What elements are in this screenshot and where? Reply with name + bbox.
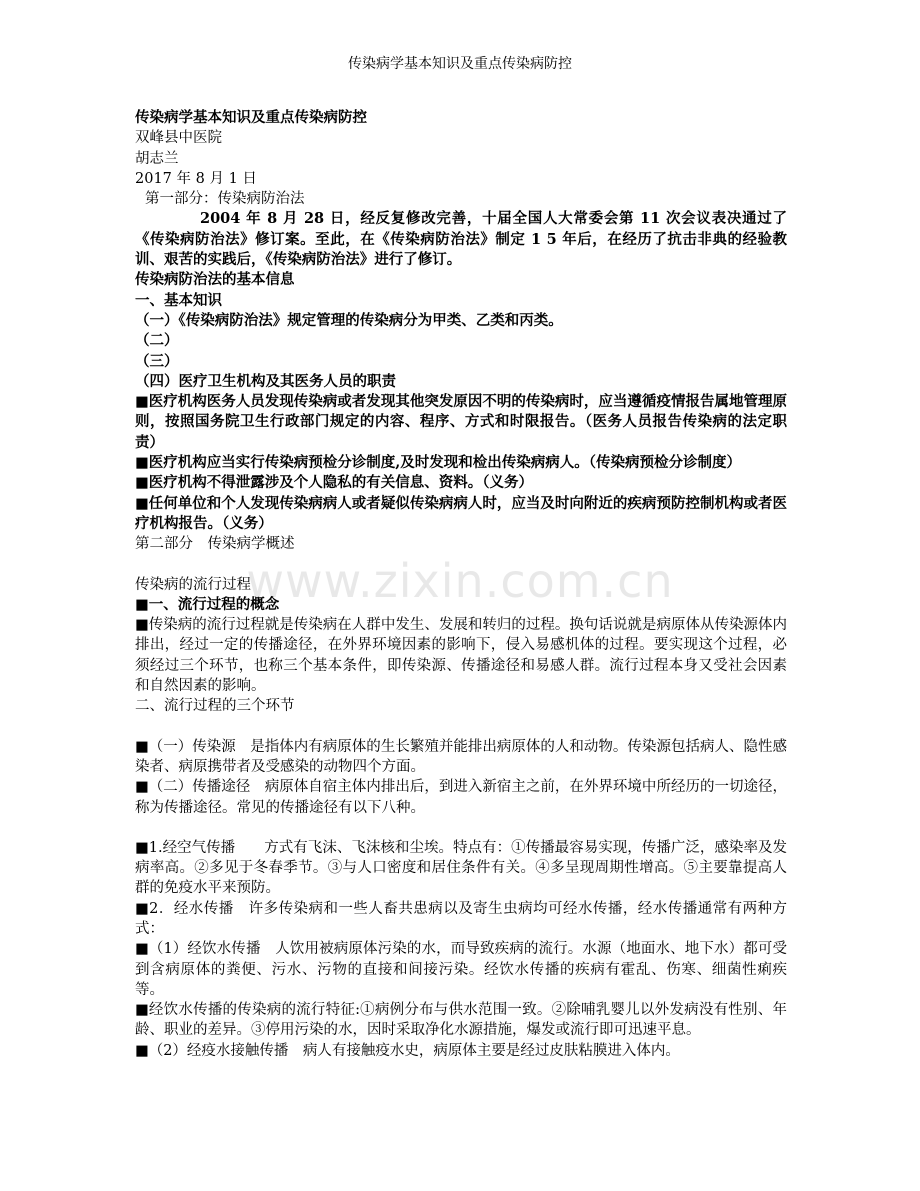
concept-paragraph: ■传染病的流行过程就是传染病在人群中发生、发展和转归的过程。换句话说就是病原体从传染源体内排出，经过一定的传播途径，在外界环境因素的影响下，侵入易感机体的过程。要实现这个过程，必须经过三个环节，也称三个基本条件，即传染源、传播途径和易感人群。流行过程本身又受社会因素和自然因素的影响。 [135, 617, 787, 695]
contact-paragraph: ■（2）经疫水接触传播 病人有接触疫水史，病原体主要是经过皮肤粘膜进入体内。 [135, 1042, 680, 1059]
list-item: （四）医疗卫生机构及其医务人员的职责 [135, 372, 396, 390]
date: 2017 年 8 月 1 日 [135, 170, 257, 187]
duty-paragraph: ■医疗机构不得泄露涉及个人隐私的有关信息、资料。（义务） [135, 474, 533, 492]
source-paragraph: ■（一）传染源 是指体内有病原体的生长繁殖并能排出病原体的人和动物。传染源包括病人、隐性感染者、病原携带者及受感染的动物四个方面。 [135, 738, 787, 775]
route-paragraph: ■（二）传播途径 病原体自宿主体内排出后，到进入新宿主之前，在外界环境中所经历的一切途径，称为传播途径。常见的传播途径有以下八种。 [135, 779, 787, 816]
spacer [135, 818, 787, 838]
duty-paragraph: ■医疗机构医务人员发现传染病或者发现其他突发原因不明的传染病时，应当遵循疫情报告属地管理原则，按照国务院卫生行政部门规定的内容、程序、方式和时限报告。（医务人员报告传染病的法定职责） [135, 393, 787, 451]
part2-heading: 第二部分 传染病学概述 [135, 536, 295, 553]
basic-info-heading: 传染病防治法的基本信息 [135, 271, 295, 289]
links-heading: 二、流行过程的三个环节 [135, 698, 295, 715]
running-header: 传染病学基本知识及重点传染病防控 [348, 56, 572, 72]
water-paragraph: ■2．经水传播 许多传染病和一些人畜共患病以及寄生虫病均可经水传播，经水传播通常有两种方式： [135, 900, 787, 937]
list-item: （一）《传染病防治法》规定管理的传染病分为甲类、乙类和丙类。 [135, 311, 563, 329]
air-paragraph: ■1.经空气传播 方式有飞沫、飞沫核和尘埃。特点有：①传播最容易实现，传播广泛，感染率及发病率高。②多见于冬春季节。③与人口密度和居住条件有关。④多呈现周期性增高。⑤主要靠提高人群的免疫水平来预防。 [135, 839, 787, 897]
part1-heading: 第一部分：传染病防治法 [145, 191, 305, 208]
document-title: 传染病学基本知识及重点传染病防控 [135, 109, 367, 126]
drink-features-paragraph: ■经饮水传播的传染病的流行特征:①病例分布与供水范围一致。②除哺乳婴儿以外发病没有性别、年龄、职业的差异。③停用污染的水，因时采取净化水源措施，爆发或流行即可迅速平息。 [135, 1002, 787, 1039]
drink-paragraph: ■（1）经饮水传播 人饮用被病原体污染的水，而导致疾病的流行。水源（地面水、地下水）都可受到含病原体的粪便、污水、污物的直接和间接污染。经饮水传播的疾病有霍乱、伤寒、细菌性痢疾等。 [135, 941, 787, 998]
spacer [135, 717, 787, 737]
list-item: （三） [135, 352, 179, 370]
epidemic-heading: 传染病的流行过程 [135, 576, 251, 593]
list-item: （二） [135, 332, 179, 350]
author: 胡志兰 [135, 150, 179, 167]
organization: 双峰县中医院 [135, 130, 222, 147]
document-body [135, 108, 787, 1061]
intro-paragraph: 2004 年 8 月 28 日，经反复修改完善，十届全国人大常委会第 11 次会议表决通过了《传染病防治法》修订案。至此，在《传染病防治法》制定 1 5 年后，在经历了抗击非典的经验教训、艰苦的实践后，《传染病防治法》进行了修订。 [135, 210, 787, 269]
spacer [135, 555, 787, 575]
concept-heading: ■一、流行过程的概念 [135, 595, 280, 613]
duty-paragraph: ■任何单位和个人发现传染病病人或者疑似传染病病人时，应当及时向附近的疾病预防控制机构或者医疗机构报告。（义务） [135, 494, 787, 532]
watermark: www.zixin.com.cn [246, 554, 674, 608]
section1-heading: 一、基本知识 [135, 291, 222, 309]
duty-paragraph: ■医疗机构应当实行传染病预检分诊制度,及时发现和检出传染病病人。（传染病预检分诊制度） [135, 454, 741, 472]
